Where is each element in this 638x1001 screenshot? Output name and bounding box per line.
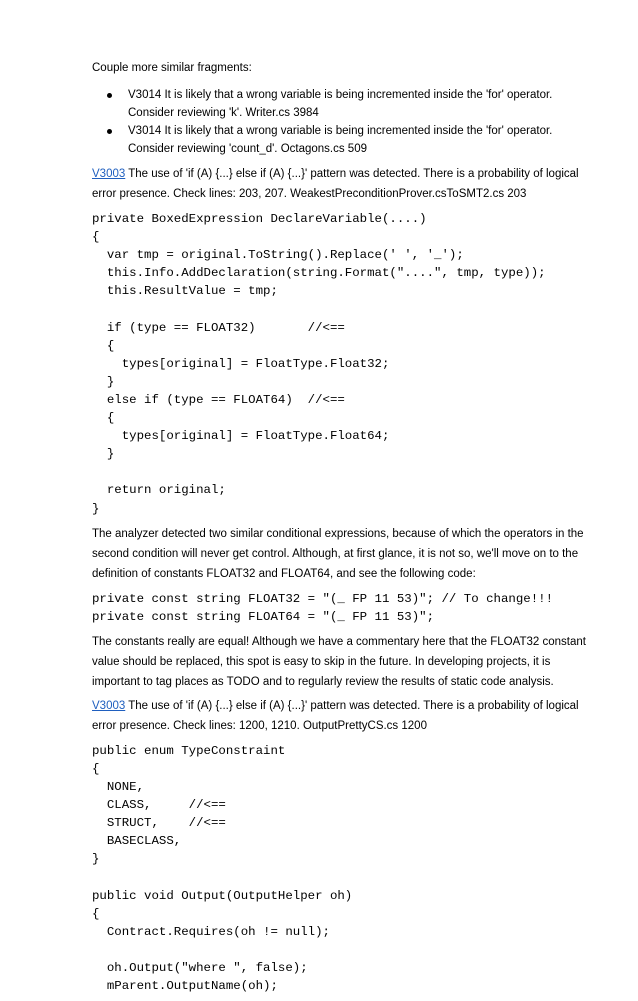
v3003-link[interactable]: V3003 (92, 168, 126, 180)
document-page (92, 58, 592, 1001)
list-item (92, 122, 592, 158)
bullet-icon (107, 93, 112, 98)
v3003-link[interactable]: V3003 (92, 699, 126, 712)
code-block-declare-variable: private BoxedExpression DeclareVariable(....) { var tmp = original.ToString().Replace(' ', '_'); this.Info.AddDeclaration(string.Format("....", tmp, type)); this.ResultValue = tmp; if (type == FLOAT32) //<== { types[original] = FloatType.Float32; } else if (type == FLOAT64) //<== { types[original] = FloatType.Float64; } return original; } (92, 212, 546, 516)
list-item-text: V3014 It is likely that a wrong variable is being incremented inside the 'for' operator. Consider reviewing 'k'. Writer.cs 3984 (128, 89, 553, 119)
warning-list (92, 86, 592, 158)
diagnostic-paragraph-2 (92, 696, 592, 736)
list-item-text: V3014 It is likely that a wrong variable is being incremented inside the 'for' operator. Consider reviewing 'count_d'. Octagons.cs 509 (128, 125, 553, 155)
code-block-constants: private const string FLOAT32 = "(_ FP 11 53)"; // To change!!! private const string FLOAT64 = "(_ FP 11 53)"; (92, 591, 554, 624)
list-item (92, 86, 592, 122)
diagnostic-text: The use of 'if (A) {...} else if (A) {...}' pattern was detected. There is a probability of logical error presence. Check lines: 203, 207. WeakestPreconditionProver.csToSMT2.cs 203 (92, 168, 579, 200)
diagnostic-text: The use of 'if (A) {...} else if (A) {...}' pattern was detected. There is a probability of logical error presence. Check lines: 1200, 1210. OutputPrettyCS.cs 1200 (92, 699, 579, 732)
intro-text: Couple more similar fragments: (92, 62, 252, 74)
diagnostic-paragraph-1 (92, 164, 592, 204)
bullet-icon (107, 129, 112, 134)
explanation-paragraph: The constants really are equal! Although we have a commentary here that the FLOAT32 constant value should be replaced, this spot is easy to skip in the future. In developing projects, it is important to tag places as TODO and to regularly review the results of static code analysis. (92, 635, 586, 688)
code-block-output: public enum TypeConstraint { NONE, CLASS, //<== STRUCT, //<== BASECLASS, } public void Output(OutputHelper oh) { Contract.Requires(oh != null); oh.Output("where ", false); mParent.OutputName(oh); (92, 743, 353, 993)
analysis-paragraph: The analyzer detected two similar conditional expressions, because of which the operators in the second condition will never get control. Although, at first glance, it is not so, we'll move on to the definition of constants FLOAT32 and FLOAT64, and see the following code: (92, 527, 584, 580)
